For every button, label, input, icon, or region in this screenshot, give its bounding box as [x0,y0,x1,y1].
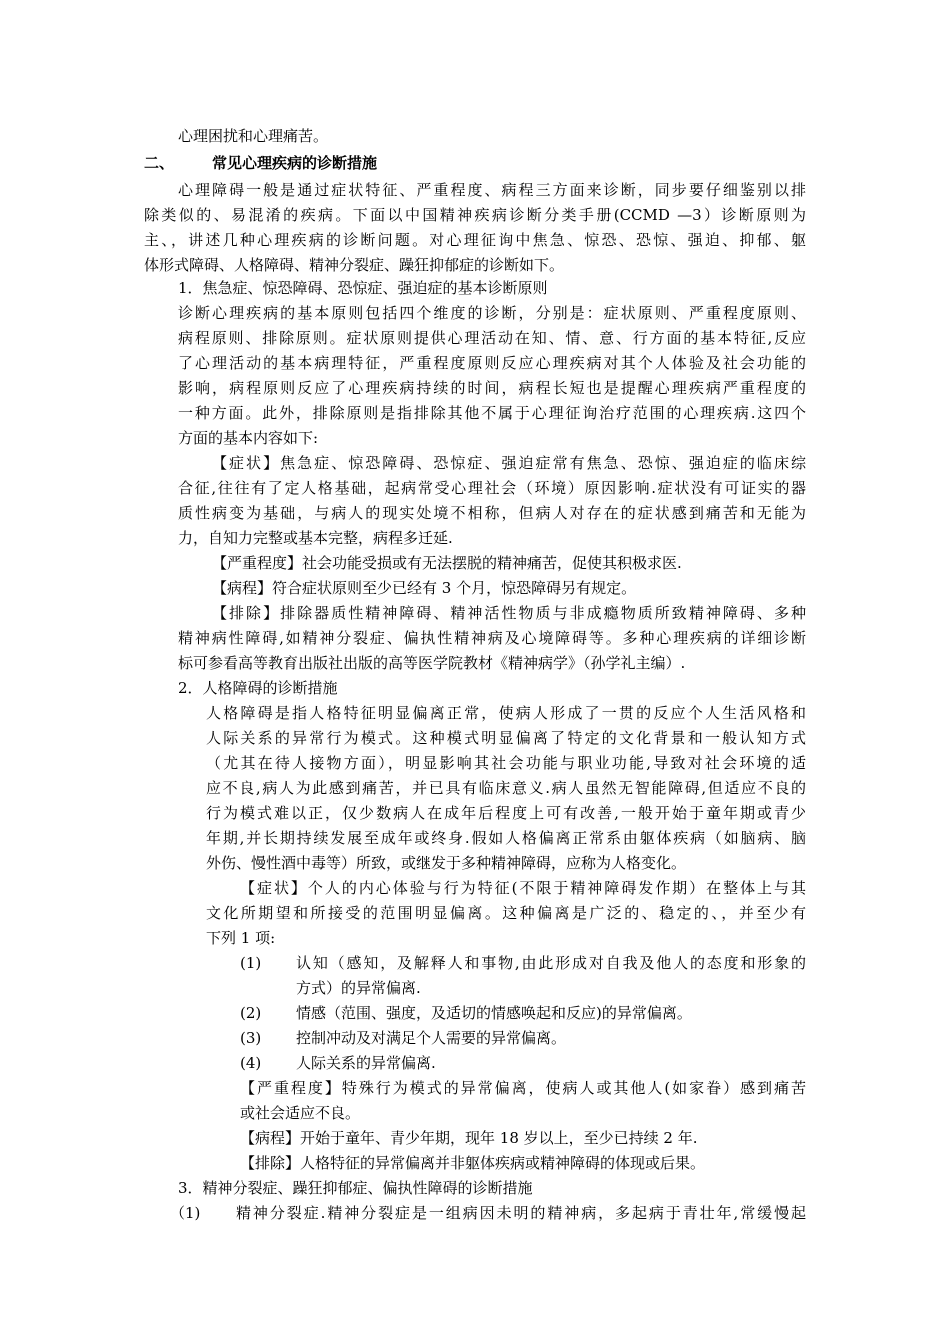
paragraph-line: 精神分裂症.精神分裂症是一组病因未明的精神病，多起病于青壮年,常缓慢起 [236,1204,806,1222]
paragraph-line: 一种方面。此外，排除原则是指排除其他不属于心理征询治疗范围的心理疾病.这四个 [178,404,806,422]
text-line: 心理困扰和心理痛苦。 [178,127,329,145]
paragraph-line: 主、，讲述几种心理疾病的诊断问题。对心理征询中焦急、惊恐、恐惊、强迫、抑郁、躯 [144,231,806,249]
paragraph-line: 了心理活动的基本病理特征，严重程度原则反应心理疾病对其个人体验及社会功能的 [178,354,806,372]
section-heading: 常见心理疾病的诊断措施 [212,154,378,172]
paragraph-line: 诊断心理疾病的基本原则包括四个维度的诊断，分别是：症状原则、严重程度原则、 [178,304,806,322]
paragraph-line: 质性病变为基础，与病人的现实处境不相称，但病人对存在的症状感到痛苦和无能为 [178,504,806,522]
paragraph-line: 人格障碍是指人格特征明显偏离正常，使病人形成了一贯的反应个人生活风格和 [206,704,806,722]
paragraph-line: 人际关系的异常行为模式。这种模式明显偏离了特定的文化背景和一般认知方式 [206,729,806,747]
paragraph-line: 【症状】焦急症、惊恐障碍、恐惊症、强迫症常有焦急、恐惊、强迫症的临床综 [212,454,806,472]
subsection-heading: 3．精神分裂症、躁狂抑郁症、偏执性障碍的诊断措施 [178,1179,533,1197]
paragraph-line: 心理障碍一般是通过症状特征、严重程度、病程三方面来诊断，同步要仔细鉴别以排 [178,181,806,199]
paragraph-line: 体形式障碍、人格障碍、精神分裂症、躁狂抑郁症的诊断如下。 [144,256,565,274]
list-item-text: 方式）的异常偏离. [296,979,421,997]
list-item-text: 人际关系的异常偏离. [296,1054,436,1072]
list-item-text: 认知（感知，及解释人和事物,由此形成对自我及他人的态度和形象的 [296,954,806,972]
paragraph-line: 下列 1 项: [206,929,276,947]
paragraph-line: 年期,并长期持续发展至成年或终身.假如人格偏离正常系由躯体疾病（如脑病、脑 [206,829,806,847]
paragraph-line: 影响，病程原则反应了心理疾病持续的时间，病程长短也是提醒心理疾病严重程度的 [178,379,806,397]
list-item-text: 控制冲动及对满足个人需要的异常偏离。 [296,1029,567,1047]
paragraph-line: 【排除】排除器质性精神障碍、精神活性物质与非成瘾物质所致精神障碍、多种 [212,604,806,622]
list-number: (2) [240,1004,262,1022]
list-item-text: 情感（范围、强度，及适切的情感唤起和反应)的异常偏离。 [296,1004,692,1022]
paragraph-line: 外伤、慢性酒中毒等）所致，或继发于多种精神障碍，应称为人格变化。 [206,854,687,872]
paragraph-line: 行为模式难以正，仅少数病人在成年后程度上可有改善,一般开始于童年期或青少 [206,804,806,822]
paragraph-line: 文化所期望和所接受的范围明显偏离。这种偏离是广泛的、稳定的、，并至少有 [206,904,806,922]
paragraph-line: 【排除】人格特征的异常偏离并非躯体疾病或精神障碍的体现或后果。 [240,1154,706,1172]
list-number: (4) [240,1054,262,1072]
subsection-heading: 2．人格障碍的诊断措施 [178,679,338,697]
list-number: (1) [240,954,262,972]
subsection-heading: 1．焦急症、惊恐障碍、恐惊症、强迫症的基本诊断原则 [178,279,548,297]
paragraph-line: 合征,往往有了定人格基础，起病常受心理社会（环境）原因影响.症状没有可证实的器 [178,479,806,497]
paragraph-line: 【严重程度】特殊行为模式的异常偏离，使病人或其他人(如家眷）感到痛苦 [240,1079,806,1097]
paragraph-line: （尤其在待人接物方面），明显影响其社会功能与职业功能,导致对社会环境的适 [206,754,806,772]
paragraph-line: 病程原则、排除原则。症状原则提供心理活动在知、情、意、行方面的基本特征,反应 [178,329,806,347]
paragraph-line: 或社会适应不良。 [240,1104,361,1122]
paragraph-line: 精神病性障碍,如精神分裂症、偏执性精神病及心境障碍等。多种心理疾病的详细诊断 [178,629,806,647]
paragraph-line: 【症状】个人的内心体验与行为特征(不限于精神障碍发作期）在整体上与其 [240,879,806,897]
paragraph-line: 标可参看高等教育出版社出版的高等医学院教材《精神病学》（孙学礼主编）. [178,654,686,672]
paragraph-line: 【病程】开始于童年、青少年期，现年 18 岁以上，至少已持续 2 年. [240,1129,698,1147]
paragraph-line: 力，自知力完整或基本完整，病程多迁延. [178,529,453,547]
list-number: （1) [170,1204,201,1222]
section-number: 二、 [144,154,175,172]
paragraph-line: 【严重程度】社会功能受损或有无法摆脱的精神痛苦，促使其积极求医. [212,554,682,572]
paragraph-line: 除类似的、易混淆的疾病。下面以中国精神疾病诊断分类手册(CCMD —3）诊断原则为 [144,206,806,224]
paragraph-line: 方面的基本内容如下: [178,429,319,447]
list-number: (3) [240,1029,262,1047]
paragraph-line: 【病程】符合症状原则至少已经有 3 个月，惊恐障碍另有规定。 [212,579,637,597]
paragraph-line: 应不良,病人为此感到痛苦，并已具有临床意义.病人虽然无智能障碍,但适应不良的 [206,779,806,797]
